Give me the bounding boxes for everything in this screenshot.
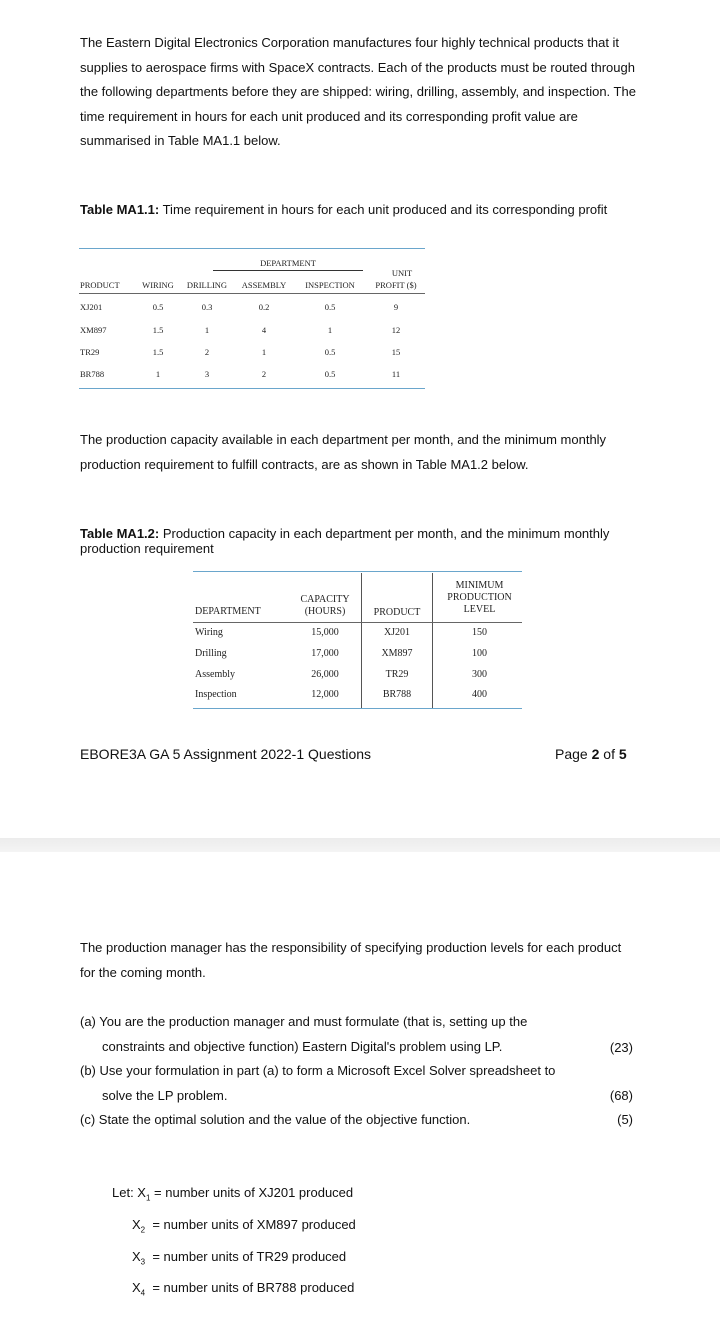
let-x1-definition [112, 1185, 353, 1203]
table2-cell-product: BR788 [382, 689, 412, 700]
table1-top-rule [79, 248, 425, 249]
let-x4-label: X [132, 1280, 141, 1295]
table2-cell-department: Assembly [195, 669, 235, 680]
table2-header-production: PRODUCTION [447, 592, 512, 603]
footer-document-title: EBORE3A GA 5 Assignment 2022-1 Questions [80, 746, 372, 762]
let-x1-text: = number units of XJ201 produced [150, 1185, 354, 1200]
table1-caption-text: Time requirement in hours for each unit produced and its corresponding profit [159, 202, 608, 217]
let-x3-text: = number units of TR29 produced [145, 1249, 347, 1264]
table2-cell-capacity: 12,000 [311, 689, 339, 700]
table1-cell-product: TR29 [80, 347, 100, 357]
let-x3-subscript: 3 [140, 1257, 146, 1267]
table1-cell-assembly: 4 [261, 325, 267, 335]
page-3-sheet [0, 852, 720, 1317]
table1-cell-drilling: 2 [204, 347, 210, 357]
table1-cell-inspection: 1 [327, 325, 333, 335]
footer-page-of: of [599, 746, 619, 762]
table1-caption-label: Table MA1.1: [80, 202, 160, 217]
let-x1-label: Let: X [112, 1185, 146, 1200]
table1-cell-drilling: 0.3 [201, 302, 213, 312]
table2-cell-minimum: 300 [472, 669, 487, 680]
table1-group-header: DEPARTMENT [260, 258, 316, 268]
table1-cell-profit: 11 [391, 369, 401, 379]
table2-header-minimum: MINIMUM [455, 580, 504, 591]
footer-page-total: 5 [618, 746, 627, 762]
table2-top-rule [193, 571, 522, 572]
table1-cell-drilling: 1 [204, 325, 210, 335]
table2-cell-capacity: 17,000 [311, 648, 339, 659]
table2-cell-department: Wiring [195, 627, 223, 638]
table2-bottom-rule [193, 708, 522, 709]
table2-caption [80, 526, 640, 556]
table2-cell-capacity: 15,000 [311, 627, 339, 638]
table1-cell-product: XJ201 [80, 302, 103, 312]
let-x3-label: X [132, 1249, 141, 1264]
table1-cell-assembly: 2 [261, 369, 267, 379]
let-x2-label: X [132, 1217, 141, 1232]
capacity-paragraph: The production capacity available in each department per month, and the minimum monthly production requirement to fulfill contracts, are as shown in Table MA1.2 below. [80, 432, 607, 472]
table2-cell-department: Inspection [195, 689, 237, 700]
table2-caption-text: Production capacity in each department per month, and the minimum monthly production requirement [80, 526, 610, 556]
question-a-marks: (23) [609, 1040, 633, 1055]
table1-header-inspection: INSPECTION [305, 280, 355, 290]
table1-cell-product: BR788 [80, 369, 105, 379]
table2-cell-product: XM897 [381, 648, 413, 659]
table2-header-rule [193, 622, 522, 623]
table1-cell-profit: 15 [391, 347, 401, 357]
let-x4-definition [132, 1280, 354, 1298]
intro-paragraph: The Eastern Digital Electronics Corporation manufactures four highly technical products that it supplies to aerospace firms with SpaceX contracts. Each of the products must be routed through the following departments before they are shipped: wiring, drilling, assembly, and inspection. The time requirement in hours for each unit produced and its corresponding profit value are summarised in Table MA1.1 below. [80, 35, 636, 148]
table1-bottom-rule [79, 388, 425, 389]
table2-cell-department: Drilling [195, 648, 227, 659]
table1-unit-header: UNIT [391, 268, 413, 278]
table1-cell-assembly: 0.2 [258, 302, 270, 312]
table1-header-wiring: WIRING [142, 280, 174, 290]
table2-cell-product: XJ201 [383, 627, 411, 638]
table1-cell-wiring: 1 [155, 369, 161, 379]
table2-caption-label: Table MA1.2: [80, 526, 160, 541]
question-c-marks: (5) [617, 1112, 633, 1127]
footer-page-prefix: Page [555, 746, 592, 762]
table1-cell-drilling: 3 [204, 369, 210, 379]
table2-cell-capacity: 26,000 [311, 669, 339, 680]
table1-cell-product: XM897 [80, 325, 107, 335]
let-x4-subscript: 4 [140, 1288, 146, 1298]
table2-column-divider [432, 573, 433, 708]
question-c-line1: (c) State the optimal solution and the value of the objective function. [80, 1112, 471, 1127]
page-separator [0, 838, 720, 852]
table1-cell-assembly: 1 [261, 347, 267, 357]
table2-cell-product: TR29 [385, 669, 409, 680]
table2-cell-minimum: 100 [472, 648, 487, 659]
footer-page-current: 2 [591, 746, 600, 762]
table2-header-capacity: CAPACITY [300, 594, 350, 605]
table1-header-drilling: DRILLING [186, 280, 228, 290]
table1-cell-wiring: 0.5 [152, 302, 164, 312]
let-x1-subscript: 1 [145, 1193, 151, 1203]
table2-cell-minimum: 400 [472, 689, 487, 700]
page2-intro-paragraph: The production manager has the responsibility of specifying production levels for each product for the coming month. [80, 940, 622, 980]
let-x4-text: = number units of BR788 produced [145, 1280, 355, 1295]
table1-cell-profit: 9 [393, 302, 399, 312]
table1-cell-inspection: 0.5 [324, 369, 336, 379]
table1-header-assembly: ASSEMBLY [241, 280, 287, 290]
table2-column-divider [361, 573, 362, 708]
table1-department-underline [213, 270, 363, 271]
question-b-line1: (b) Use your formulation in part (a) to form a Microsoft Excel Solver spreadsheet to [80, 1063, 556, 1078]
table1-cell-profit: 12 [391, 325, 401, 335]
footer-page-number [555, 746, 627, 762]
table2-header-department: DEPARTMENT [195, 606, 261, 617]
question-a-line1: (a) You are the production manager and must formulate (that is, setting up the [80, 1014, 528, 1029]
table1-cell-wiring: 1.5 [152, 325, 164, 335]
table2-header-level: LEVEL [463, 604, 496, 615]
let-x2-subscript: 2 [140, 1225, 146, 1235]
question-b-marks: (68) [609, 1088, 633, 1103]
table1-header-product: PRODUCT [80, 280, 120, 290]
table1-cell-inspection: 0.5 [324, 347, 336, 357]
let-x2-definition [132, 1217, 356, 1235]
question-a-line2: constraints and objective function) Eastern Digital's problem using LP. [102, 1039, 503, 1054]
question-b-line2: solve the LP problem. [102, 1088, 228, 1103]
table2-header-hours: (HOURS) [304, 606, 346, 617]
table1-cell-wiring: 1.5 [152, 347, 164, 357]
table1-caption [80, 202, 640, 217]
table1-header-rule [79, 293, 425, 294]
let-x3-definition [132, 1249, 346, 1267]
table1-header-profit: PROFIT ($) [375, 280, 417, 290]
table2-header-product: PRODUCT [373, 607, 421, 618]
table1-cell-inspection: 0.5 [324, 302, 336, 312]
let-x2-text: = number units of XM897 produced [145, 1217, 356, 1232]
table2-cell-minimum: 150 [472, 627, 487, 638]
